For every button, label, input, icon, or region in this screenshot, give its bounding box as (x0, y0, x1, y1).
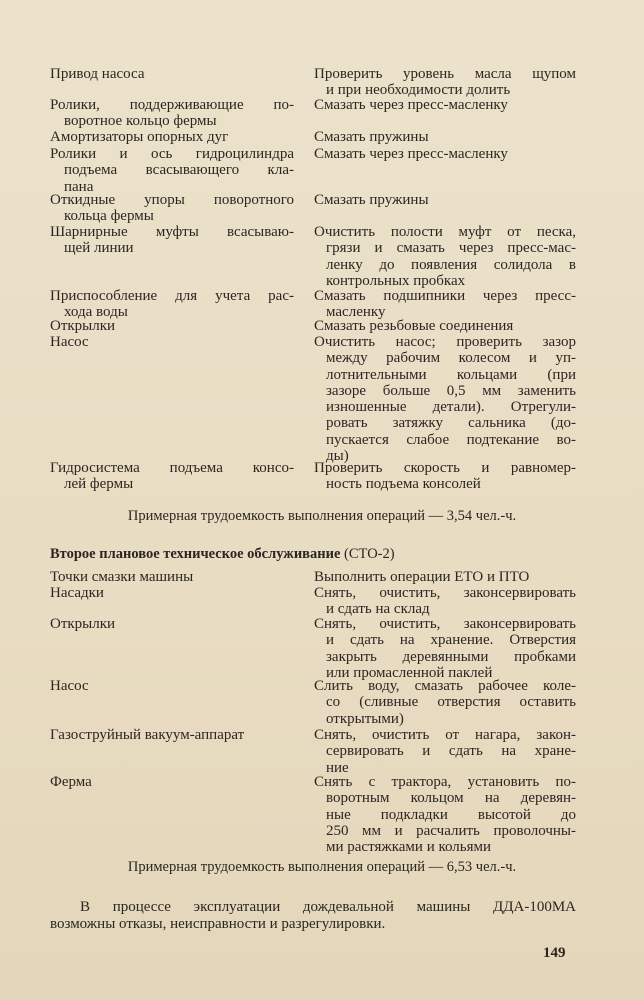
item-text: Гидросистема подъема консо- (50, 460, 294, 476)
paragraph-line: возможны отказы, неисправности и разрегулировки. (50, 916, 386, 932)
row-action (314, 129, 576, 145)
section-heading (50, 546, 395, 563)
item-text: Привод насоса (50, 66, 145, 82)
row-action (314, 66, 576, 99)
action-text: Смазать подшипники через пресс- (314, 288, 576, 304)
row-item (50, 288, 294, 321)
action-text: Снять с трактора, установить по- (314, 774, 576, 790)
action-text: Снять, очистить, законсервировать (314, 585, 576, 601)
item-text: кольца фермы (64, 208, 154, 225)
action-text: со (сливные отверстия оставить (326, 694, 576, 711)
row-item (50, 146, 294, 195)
row-item (50, 616, 294, 632)
row-action (314, 146, 576, 162)
action-text: изношенные детали). Отрегули- (326, 399, 576, 416)
row-action (314, 318, 576, 334)
row-action (314, 678, 576, 727)
section-title: Второе плановое техническое обслуживание (50, 546, 341, 562)
action-text: ровать затяжку сальника (до- (326, 415, 576, 432)
action-text: Слить воду, смазать рабочее коле- (314, 678, 576, 694)
item-text: Ферма (50, 774, 92, 790)
action-text: Смазать через пресс-масленку (314, 146, 508, 162)
row-item (50, 318, 294, 334)
item-text: Открылки (50, 616, 116, 632)
item-text: подъема всасывающего кла- (64, 162, 294, 179)
action-text: Проверить уровень масла щупом (314, 66, 576, 82)
row-item (50, 192, 294, 225)
row-action (314, 334, 576, 464)
action-text: пускается слабое подтекание во- (326, 431, 576, 448)
item-text: Насадки (50, 585, 104, 601)
action-text: Снять, очистить, законсервировать (314, 616, 576, 632)
action-text: открытыми) (326, 710, 404, 727)
row-action (314, 774, 576, 855)
action-text: и сдать на хранение. Отверстия (326, 632, 576, 649)
action-text: грязи и смазать через пресс-мас- (326, 240, 576, 257)
action-text: ные подкладки высотой до (326, 806, 576, 823)
action-text: контрольных пробках (326, 272, 466, 289)
item-text: Шарнирные муфты всасываю- (50, 224, 294, 240)
row-item (50, 97, 294, 130)
action-text: Смазать через пресс-масленку (314, 97, 508, 113)
item-text: Ролики, поддерживающие по- (50, 97, 294, 113)
body-paragraph (50, 899, 576, 933)
action-text: Смазать резьбовые соединения (314, 318, 514, 334)
action-text: Очистить насос; проверить зазор (314, 334, 576, 350)
action-text: масленку (326, 304, 386, 321)
row-action (314, 569, 576, 585)
action-text: ность подъема консолей (326, 476, 481, 493)
row-item (50, 129, 294, 145)
row-item (50, 569, 294, 585)
row-action (314, 224, 576, 289)
action-text: воротным кольцом на деревян- (326, 790, 576, 807)
action-text: Смазать пружины (314, 129, 429, 145)
action-text: Выполнить операции ЕТО и ПТО (314, 569, 530, 585)
row-action (314, 585, 576, 618)
action-text: и сдать на склад (326, 601, 430, 618)
row-item (50, 66, 294, 82)
action-text: 250 мм и расчалить проволочны- (326, 822, 576, 839)
action-text: Проверить скорость и равномер- (314, 460, 576, 476)
row-item (50, 678, 294, 694)
item-text: лей фермы (64, 476, 134, 493)
item-text: Открылки (50, 318, 116, 334)
labor-summary: Примерная трудоемкость выполнения операций — 6,53 чел.-ч. (127, 859, 517, 875)
action-text: ние (326, 759, 349, 776)
action-text: ленку до появления солидола в (326, 256, 576, 273)
item-text: Ролики и ось гидроцилиндра (50, 146, 294, 162)
row-item (50, 460, 294, 493)
item-text: Насос (50, 678, 89, 694)
row-action (314, 97, 576, 113)
item-text: пана (64, 178, 94, 195)
row-item (50, 774, 294, 790)
action-text: закрыть деревянными пробками (326, 648, 576, 665)
action-text: Смазать пружины (314, 192, 429, 208)
row-item (50, 224, 294, 257)
item-text: Приспособление для учета рас- (50, 288, 294, 304)
item-text: воротное кольцо фермы (64, 113, 217, 130)
row-item (50, 334, 294, 350)
row-action (314, 460, 576, 493)
action-text: лотнительными кольцами (при (326, 366, 576, 383)
action-text: зазоре больше 0,5 мм заменить (326, 382, 576, 399)
item-text: Насос (50, 334, 89, 350)
action-text: ми растяжками и кольями (326, 839, 492, 856)
item-text: Точки смазки машины (50, 569, 194, 585)
paragraph-line: В процессе эксплуатации дождевальной машины ДДА-100МА (80, 899, 576, 915)
action-text: Очистить полости муфт от песка, (314, 224, 576, 240)
action-text: Снять, очистить от нагара, закон- (314, 727, 576, 743)
row-item (50, 585, 294, 601)
action-text: и при необходимости долить (326, 82, 511, 99)
row-action (314, 288, 576, 321)
item-text: Газоструйный вакуум-аппарат (50, 727, 245, 743)
item-text: Амортизаторы опорных дуг (50, 129, 229, 145)
item-text: Откидные упоры поворотного (50, 192, 294, 208)
item-text: хода воды (64, 304, 128, 321)
row-action (314, 192, 576, 208)
row-action (314, 727, 576, 776)
labor-summary: Примерная трудоемкость выполнения операций — 3,54 чел.-ч. (127, 508, 517, 524)
item-text: щей линии (64, 240, 134, 257)
action-text: ды) (326, 448, 349, 465)
section-code: (СТО-2) (344, 546, 395, 562)
page-number: 149 (543, 945, 566, 961)
row-item (50, 727, 294, 743)
action-text: между рабочим колесом и уп- (326, 350, 576, 367)
action-text: или промасленной паклей (326, 664, 493, 681)
row-action (314, 616, 576, 681)
action-text: сервировать и сдать на хране- (326, 743, 576, 760)
